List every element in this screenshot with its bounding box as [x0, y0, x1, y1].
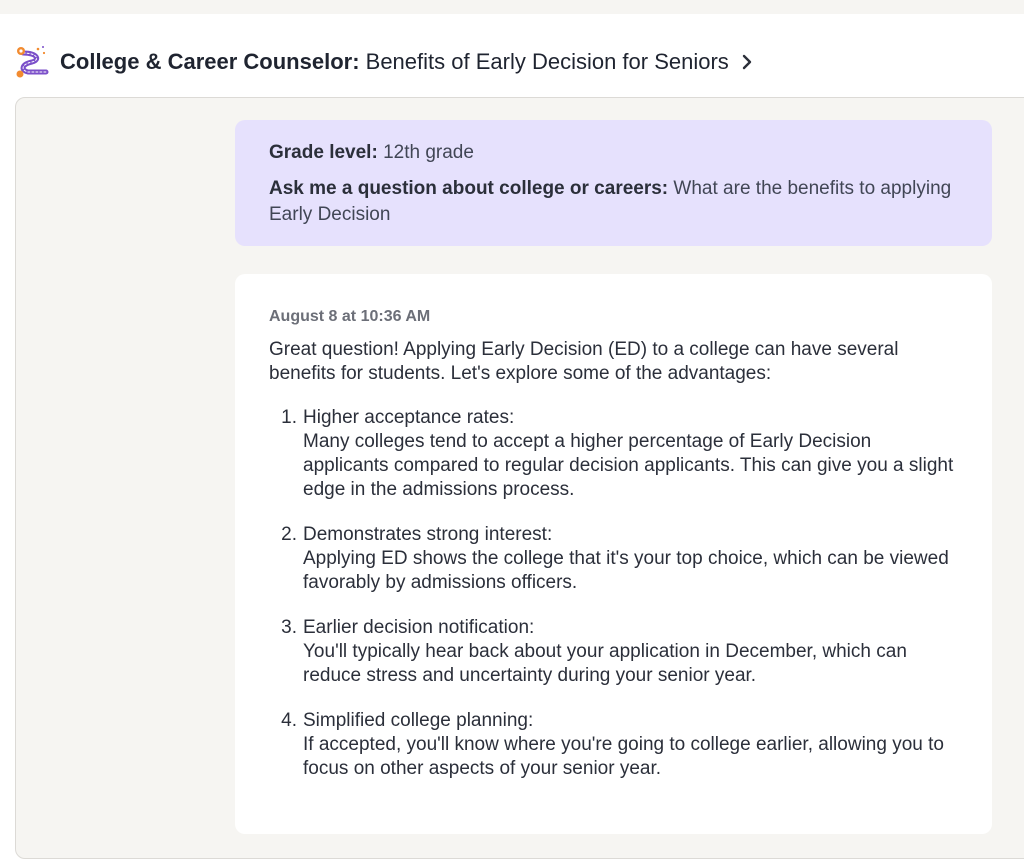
- page-title: [60, 49, 729, 75]
- list-item-body: Applying ED shows the college that it's your top choice, which can be viewed favorably by admissions officers.: [303, 548, 949, 593]
- top-strip: [0, 0, 1024, 14]
- road-path-icon: [14, 44, 50, 80]
- assistant-response-card: [235, 274, 992, 834]
- response-intro: Great question! Applying Early Decision (ED) to a college can have several benefits for students. Let's explore some of the advantages:: [269, 339, 899, 384]
- grade-level-line: [269, 140, 958, 166]
- list-item-heading: Higher acceptance rates:: [303, 407, 515, 428]
- list-item: [269, 616, 958, 688]
- list-item-body: If accepted, you'll know where you're going to college earlier, allowing you to focus on other aspects of your senior year.: [303, 734, 944, 779]
- app-name: College & Career Counselor:: [60, 49, 360, 74]
- chevron-right-icon[interactable]: [741, 52, 753, 72]
- question-line: [269, 176, 958, 228]
- grade-level-value: 12th grade: [383, 142, 474, 163]
- list-item-body: You'll typically hear back about your application in December, which can reduce stress and uncertainty during your senior year.: [303, 641, 907, 686]
- list-item: [269, 523, 958, 595]
- list-item-number: 1.: [281, 407, 297, 428]
- list-item-heading: Demonstrates strong interest:: [303, 524, 553, 545]
- list-item-body: Many colleges tend to accept a higher percentage of Early Decision applicants compared to regular decision applicants. This can give you a slight edge in the admissions process.: [303, 431, 954, 500]
- chat-header[interactable]: [14, 40, 753, 84]
- list-item-number: 2.: [281, 524, 297, 545]
- question-label: Ask me a question about college or careers:: [269, 178, 669, 199]
- grade-level-label: Grade level:: [269, 142, 378, 163]
- list-item: [269, 406, 958, 502]
- list-item-heading: Earlier decision notification:: [303, 617, 535, 638]
- list-item-heading: Simplified college planning:: [303, 710, 534, 731]
- list-item-number: 3.: [281, 617, 297, 638]
- response-timestamp: August 8 at 10:36 AM: [269, 308, 431, 325]
- question-value: What are the benefits to applying Early Decision: [269, 178, 952, 225]
- benefits-list: [269, 406, 958, 781]
- list-item-number: 4.: [281, 710, 297, 731]
- chat-title: Benefits of Early Decision for Seniors: [365, 49, 729, 74]
- list-item: [269, 709, 958, 781]
- user-prompt-card: [235, 120, 992, 246]
